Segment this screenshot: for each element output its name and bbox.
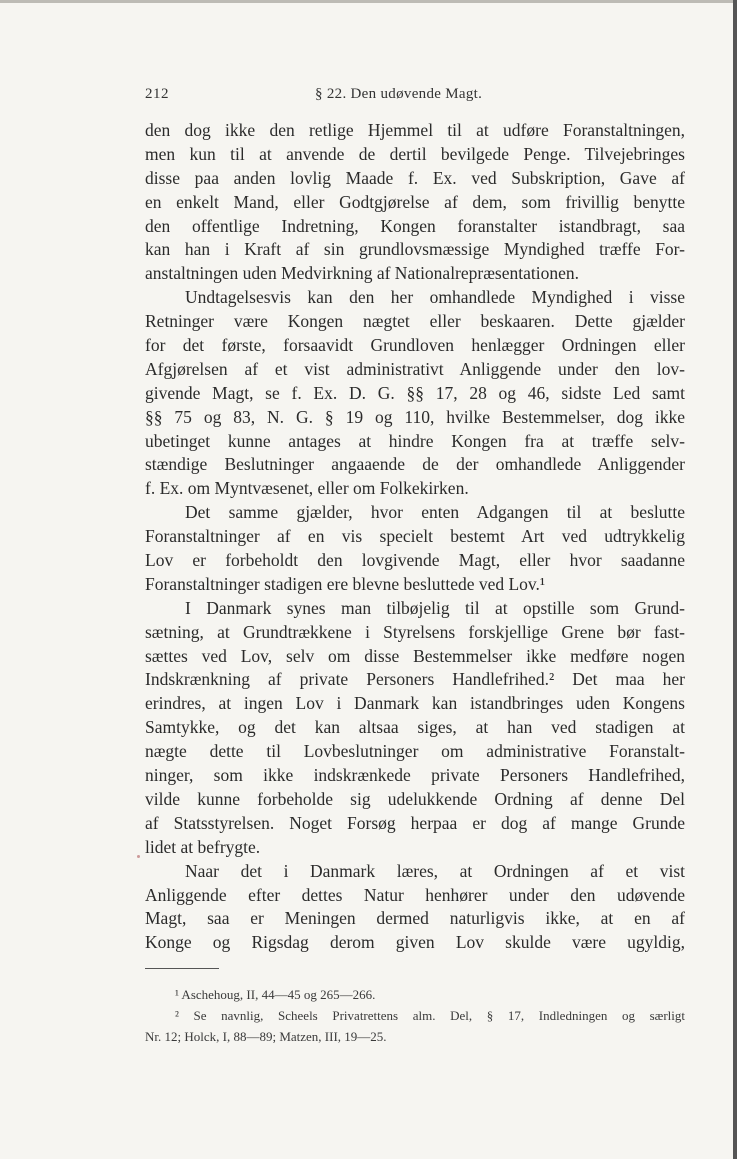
text-line: sættes ved Lov, selv om disse Bestemmelser ikke medføre nogen: [145, 645, 685, 666]
text-line: §§ 75 og 83, N. G. § 19 og 110, hvilke Bestemmelser, dog ikke: [145, 406, 685, 427]
text-line: I Danmark synes man tilbøjelig til at opstille som Grund-: [185, 597, 685, 618]
text-line: en enkelt Mand, eller Godtgjørelse af dem, som frivillig benytte: [145, 191, 685, 212]
running-title: § 22. Den udøvende Magt.: [315, 86, 483, 102]
footnote-divider: [145, 968, 219, 969]
text-line: Naar det i Danmark læres, at Ordningen af et vist: [185, 860, 685, 881]
footnote-2: ² Se navnlig, Scheels Privatrettens alm. Del, § 17, Indledningen og særligt: [175, 1008, 685, 1023]
text-line: Magt, saa er Meningen dermed naturligvis ikke, at en af: [145, 908, 685, 929]
page-top-edge: [0, 0, 737, 3]
page-number: 212: [145, 86, 169, 102]
text-line: sætning, at Grundtrækkene i Styrelsens forskjellige Grene bør fast-: [145, 621, 685, 642]
page-right-edge: [733, 0, 737, 1159]
text-line: ubetinget kunne antages at hindre Kongen fra at træffe selv-: [145, 430, 685, 451]
text-line: af Statsstyrelsen. Noget Forsøg herpaa er dog af mange Grunde: [145, 812, 685, 833]
text-line: men kun til at anvende de dertil bevilgede Penge. Tilvejebringes: [145, 143, 685, 164]
text-line: Lov er forbeholdt den lovgivende Magt, eller hvor saadanne: [145, 550, 685, 571]
text-line: Indskrænkning af private Personers Handlefrihed.² Det maa her: [145, 669, 685, 690]
text-line: erindres, at ingen Lov i Danmark kan istandbringes uden Kongens: [145, 693, 685, 714]
text-line: Det samme gjælder, hvor enten Adgangen til at beslutte: [185, 502, 685, 523]
text-line: for det første, forsaavidt Grundloven henlægger Ordningen eller: [145, 335, 685, 356]
text-line: disse paa anden lovlig Maade f. Ex. ved Subskription, Gave af: [145, 167, 685, 188]
text-line: Retninger være Kongen nægtet eller beskaaren. Dette gjælder: [145, 311, 685, 332]
text-line: givende Magt, se f. Ex. D. G. §§ 17, 28 og 46, sidste Led samt: [145, 382, 685, 403]
margin-mark: [137, 855, 140, 858]
text-line: anstaltningen uden Medvirkning af Nationalrepræsentationen.: [145, 263, 579, 284]
text-line: nægte dette til Lovbeslutninger om administrative Foranstalt-: [145, 741, 685, 762]
footnote-2-continued: Nr. 12; Holck, I, 88—89; Matzen, III, 19—25.: [145, 1029, 387, 1044]
text-line: Foranstaltninger stadigen ere blevne besluttede ved Lov.¹: [145, 573, 546, 594]
footnote-1: ¹ Aschehoug, II, 44—45 og 265—266.: [175, 987, 376, 1002]
page-header: [145, 86, 685, 108]
text-line: Undtagelsesvis kan den her omhandlede Myndighed i visse: [185, 287, 685, 308]
text-line: stændige Beslutninger angaaende de der omhandlede Anliggender: [145, 454, 685, 475]
text-line: f. Ex. om Myntvæsenet, eller om Folkekirken.: [145, 478, 469, 499]
text-line: Anliggende efter dettes Natur henhører under den udøvende: [145, 884, 685, 905]
text-line: Konge og Rigsdag derom given Lov skulde være ugyldig,: [145, 932, 685, 953]
text-line: Afgjørelsen af et vist administrativt Anliggende under den lov-: [145, 358, 685, 379]
text-line: vilde kunne forbeholde sig udelukkende Ordning af denne Del: [145, 788, 685, 809]
text-line: den offentlige Indretning, Kongen foranstalter istandbragt, saa: [145, 215, 685, 236]
text-line: Foranstaltninger af en vis specielt bestemt Art ved udtrykkelig: [145, 526, 685, 547]
footnotes: [145, 984, 685, 1047]
text-line: kan han i Kraft af sin grundlovsmæssige Myndighed træffe For-: [145, 239, 685, 260]
text-line: ninger, som ikke indskrænkede private Personers Handlefrihed,: [145, 765, 685, 786]
body-text: [145, 119, 685, 955]
text-line: Samtykke, og det kan altsaa siges, at han ved stadigen at: [145, 717, 685, 738]
text-line: den dog ikke den retlige Hjemmel til at udføre Foranstaltningen,: [145, 120, 685, 140]
text-line: lidet at befrygte.: [145, 836, 261, 857]
